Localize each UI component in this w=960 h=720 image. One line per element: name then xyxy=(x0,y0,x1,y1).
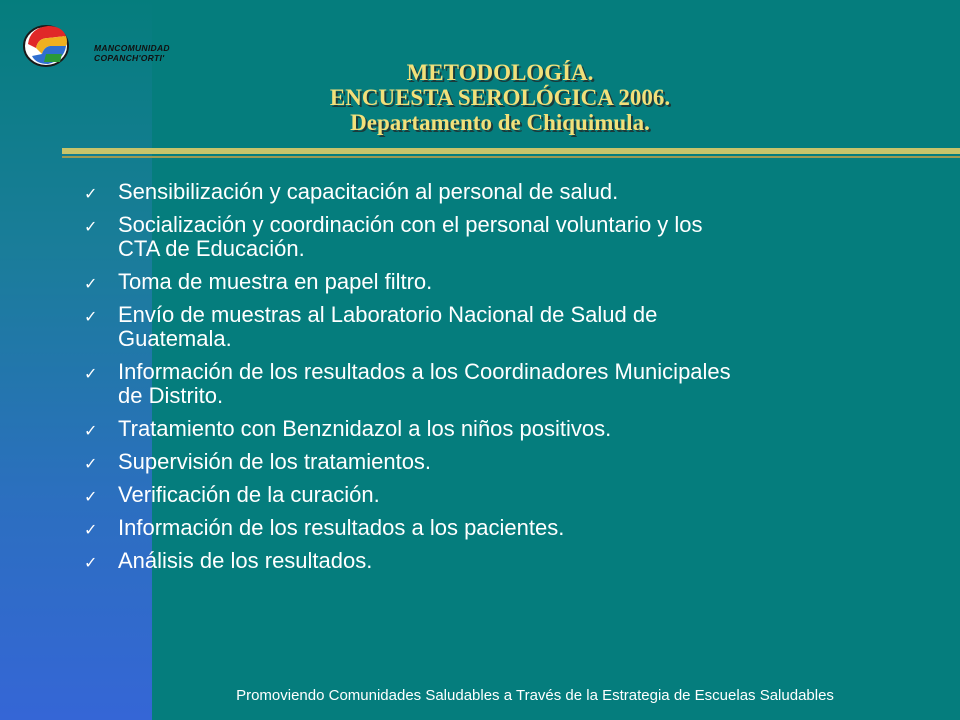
logo-emblem-icon xyxy=(20,20,80,70)
list-item: ✓ Sensibilización y capacitación al personal de salud. xyxy=(84,179,619,204)
list-item: ✓ Supervisión de los tratamientos. xyxy=(84,449,432,474)
footer-text: Promoviendo Comunidades Saludables a Través de la Estrategia de Escuelas Saludables xyxy=(236,687,834,704)
logo-text-line2: COPANCH'ORTI' xyxy=(94,53,165,63)
logo-text-line1: MANCOMUNIDAD xyxy=(94,43,170,53)
list-item: ✓ Información de los resultados a los pacientes. xyxy=(84,515,565,540)
list-item: ✓ Información de los resultados a los Coordinadores Municipales de Distrito. xyxy=(84,359,731,408)
title-divider-shadow xyxy=(62,156,960,158)
list-item: ✓ Toma de muestra en papel filtro. xyxy=(84,269,433,294)
list-item: ✓ Análisis de los resultados. xyxy=(84,548,373,573)
check-icon: ✓ xyxy=(84,217,98,236)
bullet-list xyxy=(84,180,884,582)
title-divider xyxy=(62,148,960,154)
title-line-2: ENCUESTA SEROLÓGICA 2006. xyxy=(329,85,671,110)
list-item: ✓ Envío de muestras al Laboratorio Nacional de Salud de Guatemala. xyxy=(84,302,658,351)
check-icon: ✓ xyxy=(84,487,98,506)
title-line-1: METODOLOGÍA. xyxy=(406,60,594,85)
check-icon: ✓ xyxy=(84,553,98,572)
check-icon: ✓ xyxy=(84,421,98,440)
check-icon: ✓ xyxy=(84,274,98,293)
list-item: ✓ Tratamiento con Benznidazol a los niños positivos. xyxy=(84,416,612,441)
check-icon: ✓ xyxy=(84,307,98,326)
check-icon: ✓ xyxy=(84,364,98,383)
check-icon: ✓ xyxy=(84,184,98,203)
check-icon: ✓ xyxy=(84,520,98,539)
title-line-3: Departamento de Chiquimula. xyxy=(350,110,650,135)
check-icon: ✓ xyxy=(84,454,98,473)
logo xyxy=(20,20,170,70)
list-item: ✓ Socialización y coordinación con el personal voluntario y los CTA de Educación. xyxy=(84,212,703,261)
slide-title xyxy=(170,60,830,135)
list-item: ✓ Verificación de la curación. xyxy=(84,482,380,507)
